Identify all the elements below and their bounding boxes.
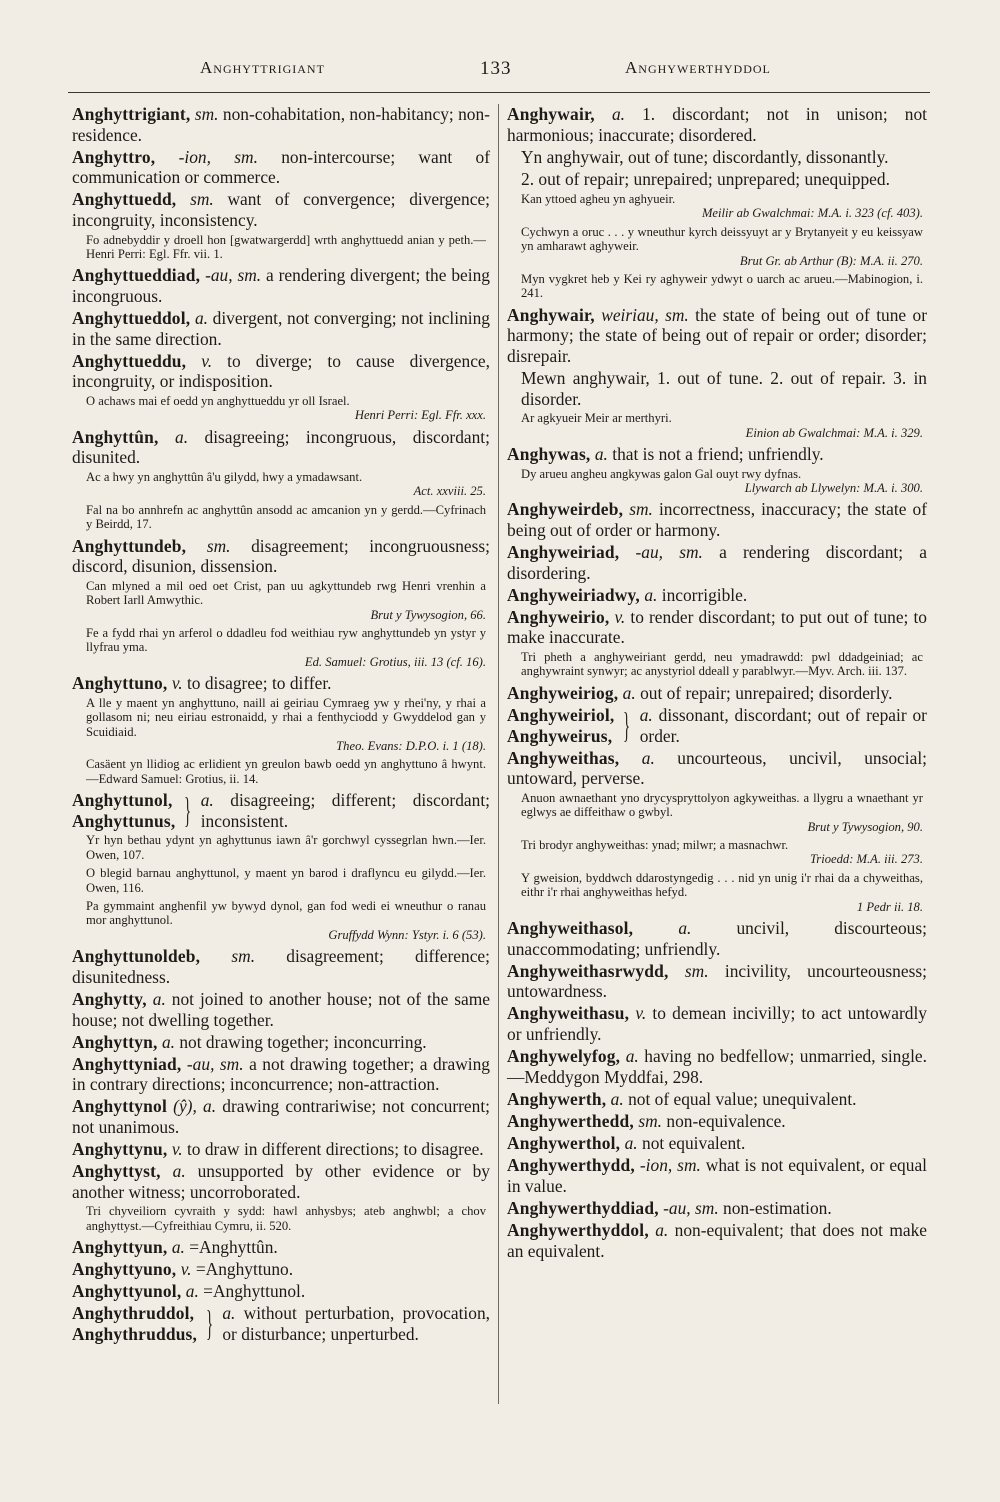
headword: Anghyttunol, [72, 790, 173, 811]
citation [86, 899, 486, 942]
part-of-speech: v. [180, 1259, 192, 1280]
citation [521, 272, 923, 301]
part-of-speech: a. [152, 988, 166, 1009]
definition: divergent, not converging; not inclining in the same direction. [72, 308, 490, 349]
part-of-speech: v. [171, 673, 183, 694]
dictionary-entry-pair [72, 1303, 490, 1344]
definition: disagreement; incongruousness; discord, disunion, dissension. [72, 535, 490, 577]
headword: Anghywerthedd, [507, 1110, 634, 1131]
citation-text: Pa gymmaint anghenfil yw bywyd dynol, gan fod wedi ei wneuthur o ranau mor anghyttunol. [86, 899, 486, 928]
citation [521, 650, 923, 679]
definition: non-intercourse; want of communication or commerce. [72, 146, 490, 188]
part-of-speech: a. [161, 1031, 175, 1052]
definition: =Anghyttunol. [203, 1281, 306, 1302]
citation-text: Kan yttoed agheu yn aghyueir. [521, 191, 676, 206]
dictionary-entry [72, 1054, 490, 1095]
headword: Anghywair, [507, 304, 595, 325]
headword: Anghythruddus, [72, 1324, 198, 1345]
citation-text: A lle y maent yn anghyttuno, naill ai geiriau Cymraeg yw y rhei'ny, y rhai a gollasom ni; neu eiriau estronaidd, y rhai a fenthyciodd y Gwyddelod gan y Scuidiaid. [86, 695, 486, 739]
citation [521, 411, 923, 440]
dictionary-entry-pair [72, 790, 490, 831]
dictionary-entry [507, 1046, 927, 1087]
definition: non-equivalence. [666, 1110, 786, 1131]
citation [521, 838, 923, 867]
dictionary-entry [72, 1161, 490, 1202]
definition: disagreeing; different; discordant; inconsistent. [200, 790, 490, 831]
headword: Anghyttundeb, [72, 535, 187, 556]
dictionary-entry [72, 1096, 490, 1137]
definition: 1. discordant; not in unison; not harmonious; inaccurate; disordered. [507, 104, 927, 145]
citation-text: Tri brodyr anghyweithas: ynad; milwr; a masnachwr. [521, 838, 789, 853]
dictionary-entry [72, 104, 490, 145]
part-of-speech: a. [644, 584, 658, 605]
headword: Anghyttueddol, [72, 308, 191, 329]
dictionary-entry [507, 918, 927, 959]
dictionary-entry [72, 265, 490, 306]
dictionary-entry [507, 1003, 927, 1044]
part-of-speech: a. [678, 918, 692, 939]
definition: to render discordant; to put out of tune; to make inaccurate. [507, 606, 927, 648]
right-column [507, 104, 927, 1263]
citation [86, 833, 486, 862]
headword: Anghyttueddiad, [72, 265, 201, 286]
part-of-speech: sm. [206, 535, 231, 556]
citation [86, 1204, 486, 1233]
citation-text: Cychwyn a oruc . . . y wneuthur kyrch deissyuyt ar y Brytanyeit y eu keissyaw yn amharawt aghyweir. [521, 224, 923, 254]
definition: uncourteous, uncivil, unsocial; untoward, perverse. [507, 747, 927, 789]
dictionary-entry [507, 1111, 927, 1132]
part-of-speech: a. [222, 1303, 236, 1324]
part-of-speech: -ion, sm. [639, 1155, 701, 1176]
citation [86, 394, 486, 423]
headword: Anghyweithasol, [507, 918, 634, 939]
part-of-speech: a. [200, 790, 214, 811]
definition: =Anghyttuno. [195, 1259, 294, 1280]
citation-text: Dy arueu angheu angkywas galon Gal ouyt rwy dyfnas. [521, 466, 802, 481]
definition: to diverge; to cause divergence, incongruity, or indisposition. [72, 350, 490, 392]
headword: Anghyttro, [72, 146, 156, 167]
citation-source: Theo. Evans: D.P.O. i. 1 (18). [336, 739, 486, 753]
headword: Anghyttynol [72, 1096, 167, 1117]
definition: dissonant, discordant; out of repair or order. [639, 704, 927, 746]
citation-source: Act. xxviii. 25. [413, 484, 486, 499]
citation [521, 225, 923, 268]
citation-text: Yr hyn bethau ydynt yn aghyttunus iawn â'r gorchwyl cyssegrlan hwn.—Ier. Owen, 107. [86, 833, 486, 862]
dictionary-entry [72, 147, 490, 188]
definition: a rendering divergent; the being incongruous. [72, 265, 490, 306]
header-left-guideword: Anghyttrigiant [200, 58, 325, 77]
citation-text: Y gweision, byddwch ddarostyngedig . . . nid yn unig i'r rhai da a chyweithas, eithr i'r rhai anghyweithas hefyd. [521, 870, 923, 900]
headword: Anghywerth, [507, 1088, 607, 1109]
part-of-speech: a. [171, 1237, 185, 1258]
citation [86, 626, 486, 669]
headword: Anghyttueddu, [72, 350, 187, 371]
definition: non-equivalent; that does not make an equivalent. [507, 1219, 927, 1261]
part-of-speech: a. [639, 704, 653, 725]
headword-group [507, 705, 614, 746]
headword: Anghywerthol, [507, 1133, 621, 1154]
part-of-speech: a. [194, 308, 208, 329]
citation-source: Gruffydd Wynn: Ystyr. i. 6 (53). [328, 927, 486, 942]
definition: incivility, uncourteousness; untowardness. [507, 960, 927, 1002]
headword: Anghywelyfog, [507, 1046, 621, 1067]
headword: Anghyttunoldeb, [72, 946, 201, 967]
part-of-speech: a. [622, 682, 636, 703]
dictionary-entry [507, 961, 927, 1002]
headword: Anghywas, [507, 444, 591, 464]
headword: Anghyttyunol, [72, 1281, 182, 1302]
citation-text: O achaws mai ef oedd yn anghyttueddu yr oll Israel. [86, 393, 350, 408]
part-of-speech: a. [624, 1133, 638, 1154]
definition: drawing contrariwise; not concurrent; not unanimous. [72, 1096, 490, 1137]
definition: to disagree; to differ. [186, 673, 332, 694]
headword: Anghyweiriad, [507, 542, 620, 563]
headword: Anghyweirio, [507, 606, 610, 627]
citation-text: Myn vygkret heb y Kei ry aghyweir ydwyt o uarch ac arueu.—Mabinogion, i. 241. [521, 271, 923, 301]
definition: incorrigible. [661, 584, 748, 605]
headword: Anghyweiriadwy, [507, 584, 640, 605]
part-of-speech: -au, sm. [635, 542, 703, 563]
dictionary-entry [507, 607, 927, 648]
headword-group [72, 790, 175, 831]
dictionary-entry [72, 1139, 490, 1160]
headword: Anghywerthyddiad, [507, 1197, 659, 1218]
citation-text: Fal na bo annhrefn ac anghyttûn ansodd ac amcanion yn y gerdd.—Cyfrinach y Beirdd, 17. [86, 502, 486, 532]
headword: Anghywerthyddol, [507, 1219, 649, 1240]
citation-source: Brut y Tywysogion, 90. [807, 819, 923, 834]
definition-block [201, 790, 490, 831]
part-of-speech: v. [635, 1003, 647, 1024]
dictionary-entry [507, 748, 927, 789]
usage-phrase: 2. out of repair; unrepaired; unprepared; unequipped. [521, 169, 890, 190]
dictionary-entry [72, 1281, 490, 1302]
citation [86, 866, 486, 895]
left-column [72, 104, 490, 1346]
citation [86, 696, 486, 754]
citation-text: Can mlyned a mil oed oet Crist, pan uu agkyttundeb rwg Henri vrenhin a Robert Iarll Amwythic. [86, 578, 486, 608]
definition: not drawing together; inconcurring. [179, 1031, 427, 1052]
citation [86, 579, 486, 622]
citation-text: Ar agkyueir Meir ar merthyri. [521, 411, 672, 426]
headword: Anghyttyn, [72, 1031, 158, 1052]
definition-block [222, 1303, 490, 1344]
dictionary-entry [507, 542, 927, 583]
part-of-speech: -au, sm. [663, 1197, 719, 1218]
headword: Anghythruddol, [72, 1303, 195, 1324]
definition: not joined to another house; not of the same house; not dwelling together. [72, 988, 490, 1030]
citation-text: Fe a fydd rhai yn arferol o ddadleu fod weithiau ryw anghyttundeb yn ystyr y llyfrau yma. [86, 625, 486, 655]
citation-source: Llywarch ab Llywelyn: M.A. i. 300. [744, 481, 923, 495]
header-rule [68, 92, 930, 93]
dictionary-entry [507, 1220, 927, 1261]
part-of-speech: a. [655, 1219, 669, 1240]
headword: Anghyttyuno, [72, 1259, 177, 1280]
headword: Anghyttunus, [72, 810, 176, 831]
dictionary-entry [507, 1198, 927, 1219]
citation-source: Einion ab Gwalchmai: M.A. i. 329. [745, 425, 923, 440]
part-of-speech: v. [171, 1139, 183, 1160]
headword: Anghyweithasu, [507, 1003, 630, 1024]
citation-source: Henri Perri: Egl. Ffr. xxx. [354, 408, 486, 423]
dictionary-entry [72, 673, 490, 694]
part-of-speech: a. [175, 426, 189, 447]
definition: to demean incivilly; to act untowardly or unfriendly. [507, 1003, 927, 1045]
header-right-guideword: Anghywerthyddol [625, 58, 771, 77]
definition: =Anghyttûn. [189, 1237, 278, 1258]
dictionary-entry [72, 351, 490, 392]
part-of-speech: a. [641, 747, 655, 768]
citation-text: Fo adnebyddir y droell hon [gwatwargerdd] wrth anghyttuedd anian y peth.—Henri Perri: Egl. Ffr. vii. 1. [86, 232, 486, 261]
dictionary-entry [507, 499, 927, 540]
dictionary-entry [507, 683, 927, 704]
headword: Anghyttrigiant, [72, 104, 191, 124]
citation [521, 791, 923, 834]
citation-source: Brut Gr. ab Arthur (B): M.A. ii. 270. [739, 253, 923, 268]
definition: out of repair; unrepaired; disorderly. [640, 682, 893, 703]
headword: Anghyweiriog, [507, 682, 619, 703]
part-of-speech: -au, sm. [205, 265, 262, 286]
citation-text: Ac a hwy yn anghyttûn â'u gilydd, hwy a ymadawsant. [86, 469, 363, 484]
dictionary-entry [72, 536, 490, 577]
definition: uncivil, discourteous; unaccommodating; unfriendly. [507, 918, 927, 959]
part-of-speech: weiriau, sm. [601, 304, 689, 325]
brace-glyph: } [206, 1303, 214, 1344]
citation-text: O blegid barnau anghyttunol, y maent yn barod i draflyncu eu gilydd.—Ier. Owen, 116. [86, 866, 486, 895]
definition: disagreement; difference; disunitedness. [72, 946, 490, 987]
dictionary-entry [507, 1155, 927, 1196]
definition: non-cohabitation, non-habitancy; non-residence. [72, 104, 490, 145]
citation [521, 192, 923, 221]
part-of-speech: -ion, sm. [178, 146, 258, 167]
definition: not of equal value; unequivalent. [628, 1088, 857, 1109]
brace-glyph: } [623, 704, 631, 745]
part-of-speech: (ŷ), a. [173, 1096, 217, 1117]
part-of-speech: a. [172, 1161, 186, 1182]
part-of-speech: a. [610, 1088, 624, 1109]
part-of-speech: a. [611, 104, 625, 124]
headword: Anghyweithasrwydd, [507, 960, 669, 981]
citation-source: Meilir ab Gwalchmai: M.A. i. 323 (cf. 403). [701, 206, 923, 221]
part-of-speech: sm. [190, 189, 214, 210]
brace-glyph: } [184, 790, 192, 831]
definition: what is not equivalent, or equal in value. [507, 1155, 927, 1196]
definition: the state of being out of tune or harmony; the state of being out of repair or order; disorder; disrepair. [507, 304, 927, 366]
part-of-speech: v. [201, 350, 213, 371]
definition: unsupported by other evidence or by another witness; uncorroborated. [72, 1161, 490, 1202]
dictionary-entry [507, 104, 927, 145]
citation-source: Trioedd: M.A. iii. 273. [810, 852, 923, 867]
part-of-speech: a. [594, 444, 608, 464]
headword: Anghyttûn, [72, 426, 159, 447]
definition: a rendering discordant; a disordering. [507, 542, 928, 583]
definition: incorrectness, inaccuracy; the state of being out of order or harmony. [507, 499, 927, 540]
dictionary-entry [72, 1032, 490, 1053]
headword: Anghyttuno, [72, 673, 168, 694]
citation-source: Ed. Samuel: Grotius, iii. 13 (cf. 16). [304, 654, 486, 669]
part-of-speech: a. [185, 1281, 199, 1302]
part-of-speech: -au, sm. [186, 1053, 244, 1074]
headword: Anghyweiriol, [507, 704, 615, 725]
headword: Anghyweirdeb, [507, 499, 624, 520]
citation [86, 470, 486, 499]
part-of-speech: v. [614, 606, 626, 627]
definition: a not drawing together; a drawing in contrary directions; inconcurrence; non-attraction. [72, 1053, 490, 1095]
part-of-speech: sm. [684, 960, 709, 981]
dictionary-entry [72, 189, 490, 230]
headword: Anghyttynu, [72, 1139, 168, 1160]
definition-block [640, 705, 927, 746]
citation-text: Anuon awnaethant yno drycyspryttolyon agkyweithas. a llygru a wnaethant yr eglwys ae diffeithaw o gwbyl. [521, 790, 923, 820]
dictionary-entry [507, 1133, 927, 1154]
page-number: 133 [480, 58, 512, 79]
definition: to draw in different directions; to disagree. [186, 1139, 484, 1160]
headword: Anghywerthydd, [507, 1155, 635, 1176]
part-of-speech: sm. [194, 104, 219, 124]
citation-text: Tri pheth a anghyweiriant gerdd, neu ymadrawdd: pwl ddadgeiniad; ac anghywraint synwyr; ac anystyriol ddeall y parablwyr.—Myv. Arch. iii. 137. [521, 650, 923, 679]
dictionary-entry-pair [507, 705, 927, 746]
dictionary-entry [72, 946, 490, 987]
headword: Anghyttyun, [72, 1237, 168, 1258]
headword-group [72, 1303, 197, 1344]
dictionary-entry [72, 427, 490, 468]
headword: Anghyttyniad, [72, 1053, 182, 1074]
part-of-speech: a. [625, 1046, 639, 1067]
citation-text: Tri chyveiliorn cyvraith y sydd: hawl anhysbys; ateb anghwbl; a chov anghyttyst.—Cyfreithiau Cymru, ii. 520. [86, 1204, 486, 1233]
usage-phrase: Mewn anghywair, 1. out of tune. 2. out of repair. 3. in disorder. [521, 368, 927, 409]
headword: Anghyweithas, [507, 747, 620, 768]
part-of-speech: sm. [629, 499, 653, 520]
dictionary-entry [507, 585, 927, 606]
dictionary-entry [72, 308, 490, 349]
definition: want of convergence; divergence; incongruity, inconsistency. [72, 189, 490, 230]
headword: Anghywair, [507, 104, 595, 124]
citation [521, 871, 923, 914]
dictionary-entry [72, 1259, 490, 1280]
definition: non-estimation. [723, 1197, 832, 1218]
definition: without perturbation, provocation, or disturbance; unperturbed. [222, 1303, 490, 1345]
citation [521, 467, 923, 496]
dictionary-entry [72, 989, 490, 1030]
definition: disagreeing; incongruous, discordant; disunited. [72, 426, 490, 468]
citation [86, 757, 486, 786]
definition: that is not a friend; unfriendly. [612, 444, 824, 464]
citation-source: 1 Pedr ii. 18. [856, 899, 923, 914]
headword: Anghyttuedd, [72, 189, 177, 210]
definition: having no bedfellow; unmarried, single.—Meddygon Myddfai, 298. [507, 1046, 927, 1087]
citation [86, 233, 486, 262]
part-of-speech: sm. [638, 1110, 663, 1131]
dictionary-entry [72, 1237, 490, 1258]
dictionary-entry [507, 1089, 927, 1110]
part-of-speech: sm. [231, 946, 256, 967]
column-divider [498, 104, 499, 1404]
citation-source: Brut y Tywysogion, 66. [370, 607, 486, 622]
running-head [70, 58, 930, 84]
headword: Anghyttyst, [72, 1161, 161, 1182]
dictionary-entry [507, 444, 927, 465]
headword: Anghyweirus, [507, 725, 613, 746]
citation-text: Casäent yn llidiog ac erlidient yn greulon bawb oedd yn anghyttuno â hwynt.—Edward Samuel: Grotius, ii. 14. [86, 757, 486, 786]
headword: Anghytty, [72, 988, 147, 1009]
citation [86, 503, 486, 532]
dictionary-entry [507, 305, 927, 367]
usage-phrase: Yn anghywair, out of tune; discordantly, dissonantly. [521, 146, 889, 167]
definition: not equivalent. [642, 1133, 746, 1154]
